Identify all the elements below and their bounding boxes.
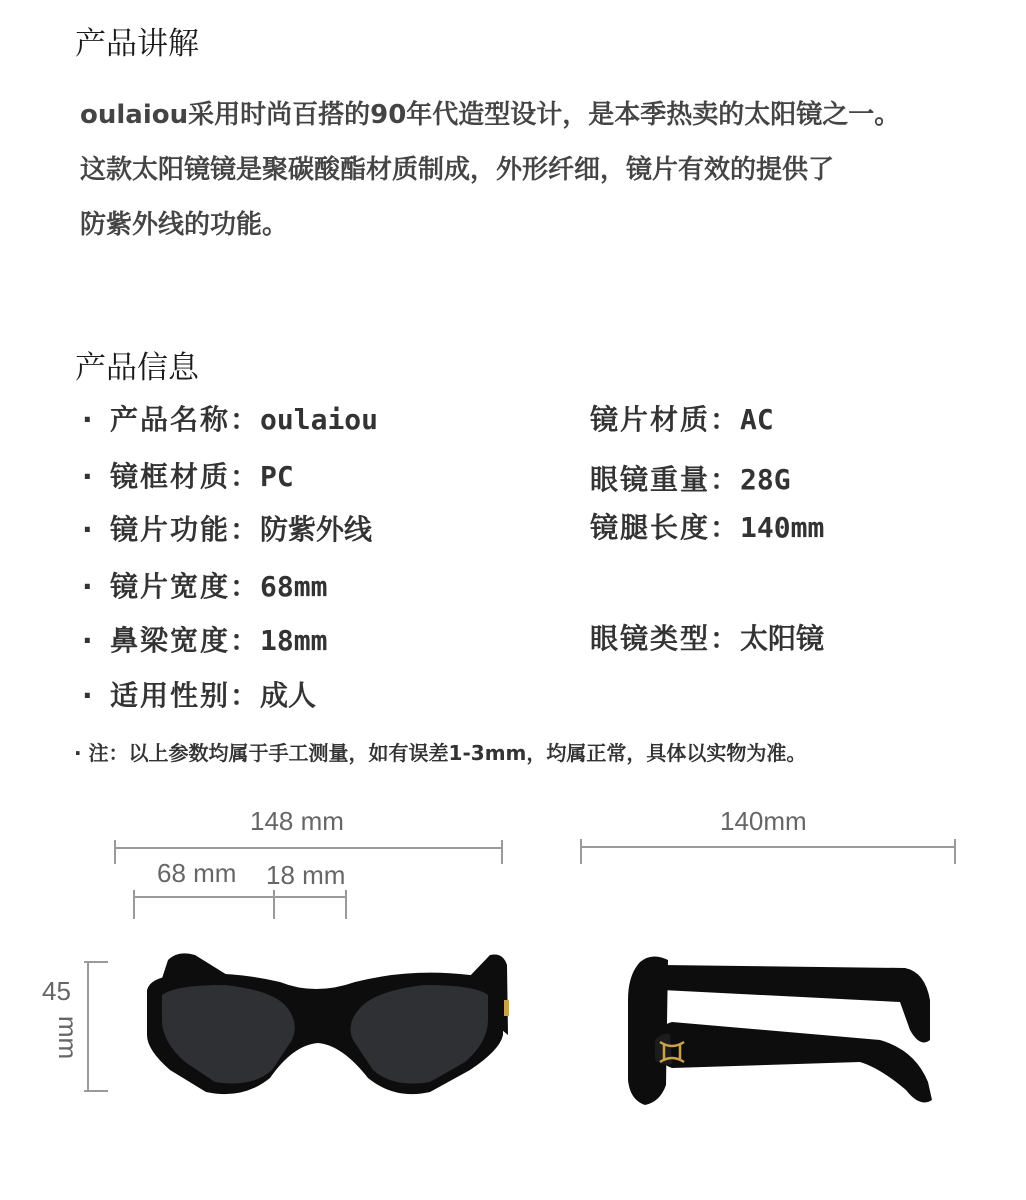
spec-label: 眼镜类型： <box>590 622 741 655</box>
spec-value: 18mm <box>260 624 328 657</box>
info-title: 产品信息 <box>75 350 199 386</box>
spec-lens-function <box>82 508 372 548</box>
spec-value: PC <box>260 460 294 493</box>
dim-total-width-label: 148 mm <box>250 806 344 836</box>
spec-bullet: · <box>82 570 93 603</box>
dim-lens-width-label: 68 mm <box>157 858 237 888</box>
glasses-diagram <box>0 790 1026 1200</box>
spec-label: 镜腿长度： <box>590 511 741 544</box>
intro-title: 产品讲解 <box>75 26 199 62</box>
spec-gender <box>82 674 316 714</box>
spec-bullet: · <box>82 403 93 436</box>
logo-hinge <box>504 1000 509 1016</box>
spec-value: 28G <box>740 463 791 496</box>
spec-weight <box>590 458 791 498</box>
temple-near <box>650 1022 932 1102</box>
spec-value: 68mm <box>260 570 328 603</box>
spec-value: AC <box>740 403 774 436</box>
spec-value: 140mm <box>740 511 825 544</box>
spec-product-name <box>82 398 378 438</box>
spec-label: 镜片材质： <box>590 403 741 436</box>
dim-bridge-width-label: 18 mm <box>266 860 346 890</box>
spec-label: 镜片功能： <box>110 513 261 546</box>
spec-value: 防紫外线 <box>260 513 373 546</box>
dim-temple-length-label: 140mm <box>720 806 807 836</box>
sunglasses-side-image <box>628 956 932 1105</box>
spec-lens-material <box>590 398 774 438</box>
spec-label: 镜片宽度： <box>110 570 261 603</box>
spec-value: oulaiou <box>260 403 379 436</box>
spec-bullet: · <box>82 460 93 493</box>
spec-label: 镜框材质： <box>110 460 261 493</box>
spec-temple-length <box>590 506 824 546</box>
intro-line: 这款太阳镜镜是聚碳酸酯材质制成，外形纤细，镜片有效的提供了 <box>80 155 835 185</box>
dim-height-unit: mm <box>53 1015 84 1060</box>
spec-bridge-width <box>82 619 327 659</box>
spec-label: 产品名称： <box>110 403 261 436</box>
dim-height-value: 45 <box>42 976 71 1006</box>
spec-value: 成人 <box>260 679 317 712</box>
spec-label: 适用性别： <box>110 679 261 712</box>
spec-eyewear-type <box>590 617 824 657</box>
spec-bullet: · <box>82 624 93 657</box>
spec-value: 太阳镜 <box>740 622 825 655</box>
spec-label: 眼镜重量： <box>590 463 741 496</box>
spec-label: 鼻梁宽度： <box>110 624 261 657</box>
intro-line: 防紫外线的功能。 <box>80 210 289 240</box>
spec-bullet: · <box>82 513 93 546</box>
spec-bullet: · <box>82 679 93 712</box>
measurement-note: · 注：以上参数均属于手工测量，如有误差1-3mm，均属正常，具体以实物为准。 <box>74 741 807 765</box>
intro-line: oulaiou采用时尚百搭的90年代造型设计，是本季热卖的太阳镜之一。 <box>80 100 901 130</box>
spec-frame-material <box>82 455 294 495</box>
intro-description <box>80 88 1020 253</box>
sunglasses-front-image <box>147 953 509 1094</box>
spec-lens-width <box>82 565 327 605</box>
